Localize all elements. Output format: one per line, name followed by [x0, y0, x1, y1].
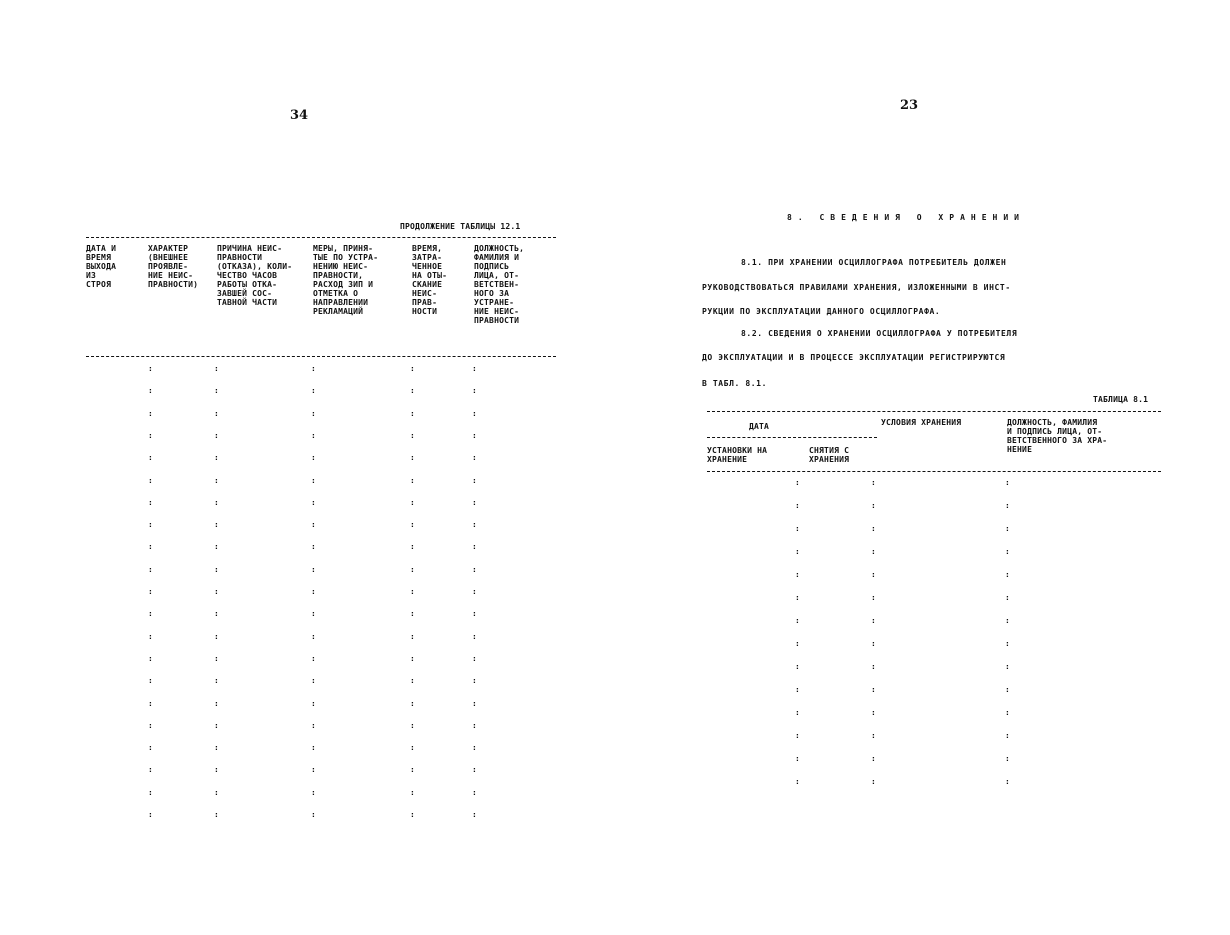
column-separator: : — [871, 754, 876, 763]
column-separator: : — [472, 609, 477, 619]
column-separator: : — [311, 609, 316, 619]
column-separator: : — [795, 616, 800, 625]
column-separator: : — [148, 386, 153, 396]
column-separator: : — [871, 662, 876, 671]
column-separator: : — [795, 685, 800, 694]
column-separator: : — [1005, 662, 1010, 671]
column-separator: : — [410, 386, 415, 396]
column-separator: : — [472, 497, 477, 507]
column-separator: : — [410, 564, 415, 574]
column-separator: : — [871, 685, 876, 694]
column-separator: : — [214, 653, 219, 663]
column-separator: : — [148, 520, 153, 530]
column-separator: : — [311, 631, 316, 641]
column-separator: : — [1005, 478, 1010, 487]
column-separator: : — [1005, 501, 1010, 510]
column-separator: : — [410, 653, 415, 663]
column-separator: : — [410, 698, 415, 708]
column-separator: : — [311, 698, 316, 708]
column-separator: : — [214, 743, 219, 753]
column-separator: : — [472, 364, 477, 373]
para2-line3: В ТАБЛ. 8.1. — [702, 379, 767, 388]
para1-line1: 8.1. ПРИ ХРАНЕНИИ ОСЦИЛЛОГРАФА ПОТРЕБИТЕЛЬ ДОЛЖЕН — [741, 258, 1007, 267]
column-separator: : — [871, 547, 876, 556]
column-separator: : — [472, 453, 477, 463]
column-separator: : — [148, 810, 153, 819]
column-separator: : — [871, 524, 876, 533]
column-separator: : — [311, 364, 316, 373]
column-separator: : — [410, 497, 415, 507]
column-separator: : — [214, 587, 219, 596]
col-time: ВРЕМЯ, ЗАТРА- ЧЕННОЕ НА ОТЫ- СКАНИЕ НЕИС- ПРАВ- НОСТИ — [412, 244, 448, 316]
column-separator: : — [214, 765, 219, 775]
column-separator: : — [311, 564, 316, 574]
table8-header-rule — [707, 471, 1161, 472]
column-separator: : — [148, 698, 153, 708]
column-separator: : — [1005, 616, 1010, 625]
column-separator: : — [311, 542, 316, 552]
column-separator: : — [214, 810, 219, 819]
column-separator: : — [214, 720, 219, 730]
section-title: 8. СВЕДЕНИЯ О ХРАНЕНИИ — [787, 213, 1025, 222]
column-separator: : — [148, 653, 153, 663]
column-separator: : — [795, 662, 800, 671]
column-separator: : — [214, 698, 219, 708]
column-separator: : — [1005, 708, 1010, 717]
column-separator: : — [214, 520, 219, 530]
column-separator: : — [472, 587, 477, 596]
column-separator: : — [311, 497, 316, 507]
column-separator: : — [311, 587, 316, 596]
column-separator: : — [410, 453, 415, 463]
column-separator: : — [472, 520, 477, 530]
header-person: ДОЛЖНОСТЬ, ФАМИЛИЯ И ПОДПИСЬ ЛИЦА, ОТ- ВЕТСТВЕННОГО ЗА ХРА- НЕНИЕ — [1007, 418, 1108, 454]
column-separator: : — [214, 787, 219, 797]
header-conditions: УСЛОВИЯ ХРАНЕНИЯ — [881, 418, 962, 427]
column-separator: : — [410, 430, 415, 440]
column-separator: : — [472, 564, 477, 574]
column-separator: : — [1005, 685, 1010, 694]
column-separator: : — [410, 475, 415, 485]
para1-line3: РУКЦИИ ПО ЭКСПЛУАТАЦИИ ДАННОГО ОСЦИЛЛОГРАФА. — [702, 307, 941, 316]
column-separator: : — [871, 639, 876, 648]
column-separator: : — [148, 497, 153, 507]
column-separator: : — [795, 708, 800, 717]
column-separator: : — [472, 676, 477, 686]
column-separator: : — [871, 616, 876, 625]
column-separator: : — [311, 743, 316, 753]
column-separator: : — [214, 430, 219, 440]
column-separator: : — [148, 787, 153, 797]
column-separator: : — [311, 676, 316, 686]
column-separator: : — [1005, 593, 1010, 602]
page-number-left: 34 — [290, 108, 309, 123]
col-date: ДАТА И ВРЕМЯ ВЫХОДА ИЗ СТРОЯ — [86, 244, 117, 289]
column-separator: : — [795, 639, 800, 648]
column-separator: : — [214, 609, 219, 619]
header-remove: СНЯТИЯ С ХРАНЕНИЯ — [809, 446, 850, 464]
column-separator: : — [871, 731, 876, 740]
column-separator: : — [311, 765, 316, 775]
column-separator: : — [311, 787, 316, 797]
para2-line1: 8.2. СВЕДЕНИЯ О ХРАНЕНИИ ОСЦИЛЛОГРАФА У ПОТРЕБИТЕЛЯ — [741, 329, 1018, 338]
column-separator: : — [214, 475, 219, 485]
column-separator: : — [148, 475, 153, 485]
column-separator: : — [472, 765, 477, 775]
table-caption-left: ПРОДОЛЖЕНИЕ ТАБЛИЦЫ 12.1 — [400, 222, 521, 231]
column-separator: : — [148, 765, 153, 775]
right-page — [615, 0, 1230, 935]
column-separator: : — [311, 430, 316, 440]
table8-top-rule — [707, 411, 1161, 412]
column-separator: : — [311, 386, 316, 396]
column-separator: : — [214, 564, 219, 574]
column-separator: : — [311, 810, 316, 819]
column-separator: : — [410, 787, 415, 797]
column-separator: : — [148, 720, 153, 730]
table-top-rule — [86, 237, 556, 238]
column-separator: : — [871, 478, 876, 487]
column-separator: : — [871, 593, 876, 602]
column-separator: : — [871, 570, 876, 579]
column-separator: : — [410, 520, 415, 530]
table-header-rule — [86, 356, 556, 357]
column-separator: : — [1005, 777, 1010, 786]
column-separator: : — [148, 408, 153, 418]
column-separator: : — [214, 631, 219, 641]
column-separator: : — [1005, 570, 1010, 579]
column-separator: : — [148, 743, 153, 753]
col-person: ДОЛЖНОСТЬ, ФАМИЛИЯ И ПОДПИСЬ ЛИЦА, ОТ- ВЕТСТВЕН- НОГО ЗА УСТРАНЕ- НИЕ НЕИС- ПРАВНОСТИ — [474, 244, 525, 325]
para1-line2: РУКОВОДСТВОВАТЬСЯ ПРАВИЛАМИ ХРАНЕНИЯ, ИЗЛОЖЕННЫМИ В ИНСТ- — [702, 283, 1011, 292]
column-separator: : — [311, 408, 316, 418]
column-separator: : — [472, 631, 477, 641]
column-separator: : — [311, 720, 316, 730]
column-separator: : — [472, 475, 477, 485]
header-install: УСТАНОВКИ НА ХРАНЕНИЕ — [707, 446, 768, 464]
column-separator: : — [410, 609, 415, 619]
col-cause: ПРИЧИНА НЕИС- ПРАВНОСТИ (ОТКАЗА), КОЛИ- ЧЕСТВО ЧАСОВ РАБОТЫ ОТКА- ЗАВШЕЙ СОС- ТАВНОЙ ЧАСТИ — [217, 244, 293, 307]
column-separator: : — [311, 520, 316, 530]
column-separator: : — [1005, 639, 1010, 648]
column-separator: : — [214, 453, 219, 463]
page-number-right: 23 — [900, 98, 919, 113]
column-separator: : — [1005, 547, 1010, 556]
column-separator: : — [148, 364, 153, 373]
column-separator: : — [410, 765, 415, 775]
col-measures: МЕРЫ, ПРИНЯ- ТЫЕ ПО УСТРА- НЕНИЮ НЕИС- ПРАВНОСТИ, РАСХОД ЗИП И ОТМЕТКА О НАПРАВЛЕНИИ РЕКЛАМАЦИЙ — [313, 244, 379, 316]
column-separator: : — [410, 408, 415, 418]
column-separator: : — [410, 720, 415, 730]
column-separator: : — [148, 453, 153, 463]
column-separator: : — [410, 542, 415, 552]
table8-date-rule — [707, 437, 877, 438]
table-caption-right: ТАБЛИЦА 8.1 — [1093, 395, 1149, 404]
column-separator: : — [148, 676, 153, 686]
column-separator: : — [311, 475, 316, 485]
column-separator: : — [795, 777, 800, 786]
para2-line2: ДО ЭКСПЛУАТАЦИИ И В ПРОЦЕССЕ ЭКСПЛУАТАЦИИ РЕГИСТРИРУЮТСЯ — [702, 353, 1006, 362]
header-date: ДАТА — [749, 422, 770, 431]
column-separator: : — [410, 810, 415, 819]
column-separator: : — [795, 593, 800, 602]
column-separator: : — [148, 609, 153, 619]
column-separator: : — [148, 587, 153, 596]
column-separator: : — [214, 364, 219, 373]
column-separator: : — [472, 542, 477, 552]
column-separator: : — [1005, 524, 1010, 533]
column-separator: : — [311, 453, 316, 463]
column-separator: : — [410, 587, 415, 596]
column-separator: : — [871, 708, 876, 717]
column-separator: : — [311, 653, 316, 663]
column-separator: : — [472, 386, 477, 396]
column-separator: : — [472, 698, 477, 708]
column-separator: : — [472, 720, 477, 730]
column-separator: : — [410, 743, 415, 753]
column-separator: : — [472, 810, 477, 819]
column-separator: : — [148, 631, 153, 641]
column-separator: : — [871, 501, 876, 510]
column-separator: : — [214, 408, 219, 418]
column-separator: : — [795, 478, 800, 487]
column-separator: : — [795, 547, 800, 556]
column-separator: : — [148, 430, 153, 440]
column-separator: : — [472, 430, 477, 440]
column-separator: : — [214, 676, 219, 686]
column-separator: : — [1005, 731, 1010, 740]
column-separator: : — [472, 408, 477, 418]
column-separator: : — [795, 501, 800, 510]
column-separator: : — [472, 653, 477, 663]
column-separator: : — [795, 731, 800, 740]
column-separator: : — [410, 364, 415, 373]
col-character: ХАРАКТЕР (ВНЕШНЕЕ ПРОЯВЛЕ- НИЕ НЕИС- ПРАВНОСТИ) — [148, 244, 199, 289]
column-separator: : — [871, 777, 876, 786]
column-separator: : — [214, 386, 219, 396]
column-separator: : — [795, 524, 800, 533]
column-separator: : — [1005, 754, 1010, 763]
column-separator: : — [795, 754, 800, 763]
column-separator: : — [472, 743, 477, 753]
column-separator: : — [214, 542, 219, 552]
column-separator: : — [148, 564, 153, 574]
column-separator: : — [795, 570, 800, 579]
column-separator: : — [410, 676, 415, 686]
column-separator: : — [148, 542, 153, 552]
column-separator: : — [472, 787, 477, 797]
column-separator: : — [214, 497, 219, 507]
column-separator: : — [410, 631, 415, 641]
